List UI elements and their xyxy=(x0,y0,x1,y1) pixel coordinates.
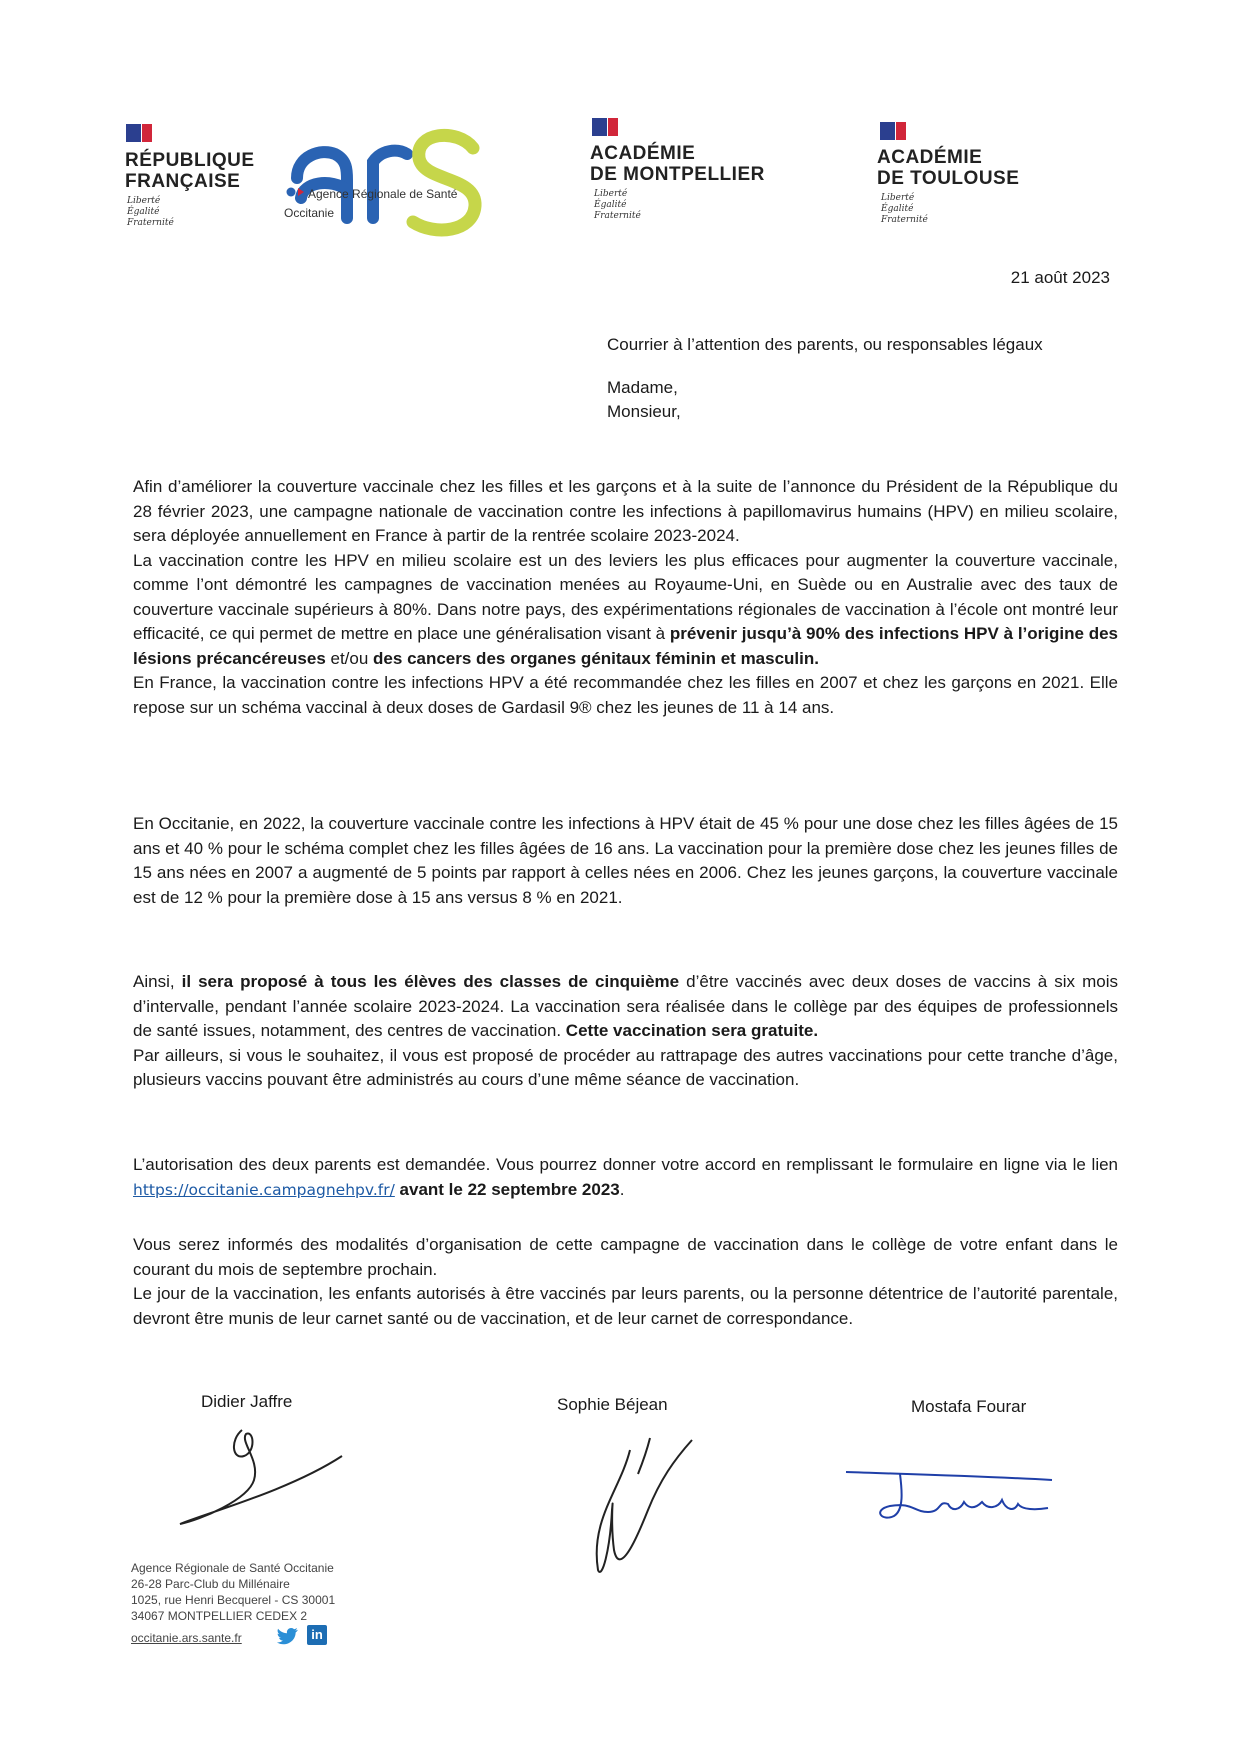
ars-website-link[interactable]: occitanie.ars.sante.fr xyxy=(131,1631,242,1645)
motto-liberte: Liberté xyxy=(594,189,628,199)
letter-date: 21 août 2023 xyxy=(1010,268,1110,287)
footer-address-1: 26-28 Parc-Club du Millénaire xyxy=(131,1577,290,1591)
signatory-fourar: Mostafa Fourar xyxy=(911,1397,1027,1416)
toulouse-line1: ACADÉMIE xyxy=(877,147,983,168)
paragraph-campaign: Ainsi, il sera proposé à tous les élèves des classes de cinquième d’être vaccinés avec deux doses de vaccins à six mois d’intervalle, pendant l’année scolaire 2023-2024. La vaccination sera réalisée dans le collège par des équipes de professionnels de santé issues, notamment, des centres de vaccination. Cette vaccination sera gratuite. xyxy=(133,972,1118,1040)
motto-fraternite: Fraternité xyxy=(127,218,174,228)
signature-jaffre-image xyxy=(170,1420,360,1530)
montpellier-line2: DE MONTPELLIER xyxy=(590,164,765,185)
republique-line1: RÉPUBLIQUE xyxy=(125,150,255,171)
motto-liberte: Liberté xyxy=(881,193,915,203)
paragraph-france: En France, la vaccination contre les infections HPV a été recommandée chez les filles en 2007 et chez les garçons en 2021. Elle repose sur un schéma vaccinal à deux doses de Gardasil 9® chez les jeunes de 11 à 14 ans. xyxy=(133,673,1118,717)
footer-agency: Agence Régionale de Santé Occitanie xyxy=(131,1561,334,1575)
motto-egalite: Égalité xyxy=(127,207,160,217)
paragraph-efficacy: La vaccination contre les HPV en milieu scolaire est un des leviers les plus efficaces pour augmenter la couverture vaccinale, comme l’ont démontré les campagnes de vaccination menées au Royaume-Uni, en Suède ou en Australie avec des taux de couverture vaccinale supérieurs à 80%. Dans notre pays, des expérimentations régionales de vaccination à l’école ont montré leur efficacité, ce qui permet de mettre en place une généralisation visant à prévenir jusqu’à 90% des infections HPV à l’origine des lésions précancéreuses et/ou des cancers des organes génitaux féminin et masculin. xyxy=(133,550,1118,668)
letter-recipient: Courrier à l’attention des parents, ou responsables légaux xyxy=(607,335,1043,354)
paragraph-authorization: L’autorisation des deux parents est demandée. Vous pourrez donner votre accord en remplissant le formulaire en ligne via le lien https://occitanie.campagnehpv.fr/ avant le 22 septembre 2023. xyxy=(133,1155,1118,1199)
montpellier-line1: ACADÉMIE xyxy=(590,143,696,164)
footer-address-2: 1025, rue Henri Becquerel - CS 30001 xyxy=(131,1593,336,1607)
ars-logo-icon xyxy=(285,118,495,238)
signature-fourar-image xyxy=(842,1460,1062,1530)
paragraph-occitanie: En Occitanie, en 2022, la couverture vaccinale contre les infections à HPV était de 45 % pour une dose chez les filles âgées de 15 ans et 40 % pour le schéma complet chez les filles âgées de 16 ans. La vaccination pour la première dose chez les jeunes filles de 15 ans nées en 2007 a augmenté de 5 points par rapport à celles nées en 2006. Chez les jeunes garçons, la couverture vaccinale est de 12 % pour la première dose à 15 ans versus 8 % en 2021. xyxy=(133,814,1118,907)
paragraph-catchup: Par ailleurs, si vous le souhaitez, il vous est proposé de procéder au rattrapage des autres vaccinations pour cette tranche d’âge, plusieurs vaccins pouvant être administrés au cours d’une même séance de vaccination. xyxy=(133,1045,1118,1089)
letter-body-block-5 xyxy=(133,1233,1118,1331)
toulouse-line2: DE TOULOUSE xyxy=(877,168,1020,189)
signatory-jaffre: Didier Jaffre xyxy=(201,1392,293,1411)
paragraph-vaccination-day: Le jour de la vaccination, les enfants autorisés à être vaccinés par leurs parents, ou la personne détentrice de l’autorité parentale, devront être munis de leur carnet santé ou de vaccination, et de leur carnet de correspondance. xyxy=(133,1284,1118,1328)
ars-region: Occitanie xyxy=(284,206,335,220)
twitter-icon[interactable] xyxy=(277,1627,299,1645)
salutation-madame: Madame, xyxy=(607,378,678,397)
salutation-monsieur: Monsieur, xyxy=(607,402,681,421)
motto-fraternite: Fraternité xyxy=(594,211,641,221)
paragraph-intro: Afin d’améliorer la couverture vaccinale chez les filles et les garçons et à la suite de l’annonce du Président de la République du 28 février 2023, une campagne nationale de vaccination contre les infections à papillomavirus humains (HPV) en milieu scolaire, sera déployée annuellement en France à partir de la rentrée scolaire 2023-2024. xyxy=(133,477,1118,545)
signature-bejean-image xyxy=(570,1430,700,1590)
letter-body-block-1 xyxy=(133,475,1118,720)
flag-icon xyxy=(880,122,906,140)
flag-icon xyxy=(592,118,618,136)
ars-agency-name: Agence Régionale de Santé xyxy=(308,187,458,201)
motto-liberte: Liberté xyxy=(127,196,161,206)
motto-egalite: Égalité xyxy=(594,200,627,210)
motto-egalite: Égalité xyxy=(881,204,914,214)
motto-fraternite: Fraternité xyxy=(881,215,928,225)
republique-line2: FRANÇAISE xyxy=(125,171,241,192)
flag-icon xyxy=(126,124,152,142)
campaign-form-link[interactable]: https://occitanie.campagnehpv.fr/ xyxy=(133,1180,395,1199)
letter-body-block-3 xyxy=(133,970,1118,1093)
linkedin-icon[interactable]: in xyxy=(307,1625,327,1645)
signatory-bejean: Sophie Béjean xyxy=(557,1395,668,1414)
ars-address-block xyxy=(131,1560,335,1646)
paragraph-organisation: Vous serez informés des modalités d’organisation de cette campagne de vaccination dans le collège de votre enfant dans le courant du mois de septembre prochain. xyxy=(133,1235,1118,1279)
footer-address-3: 34067 MONTPELLIER CEDEX 2 xyxy=(131,1609,308,1623)
